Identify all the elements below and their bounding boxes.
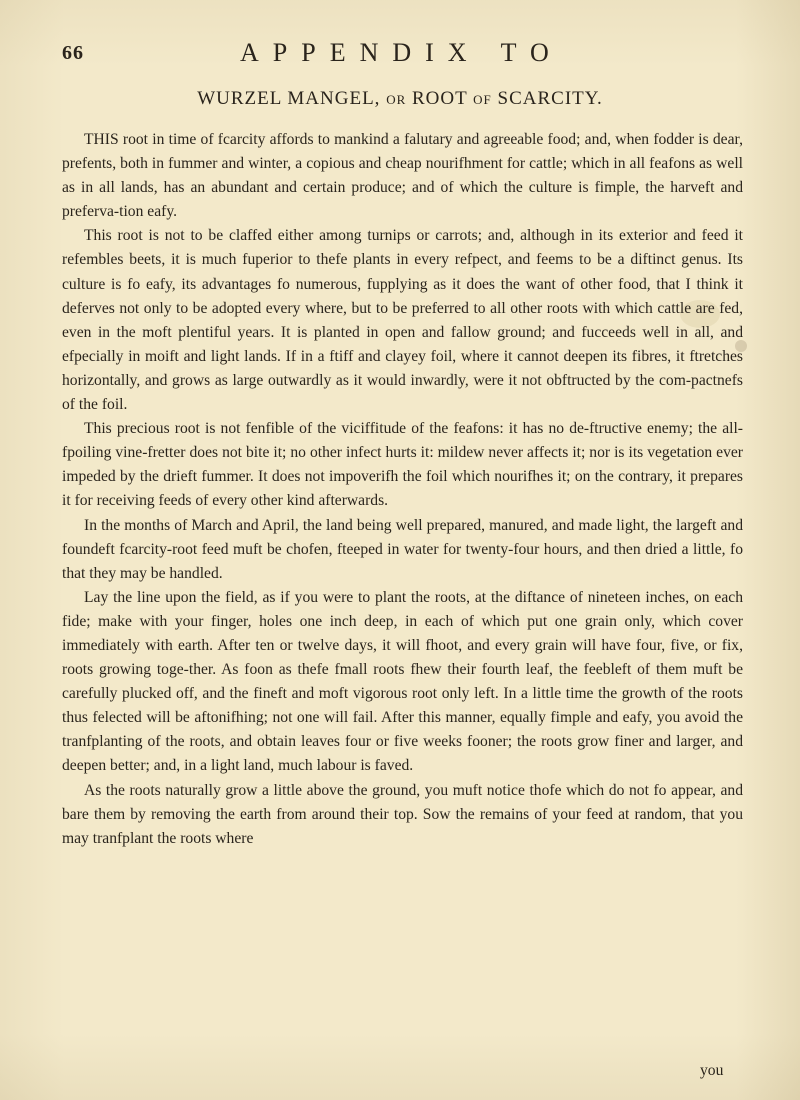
paragraph: As the roots naturally grow a little above the ground, you muft notice thofe which do not fo appear, and bare them by removing the earth from around their top. Sow the remains of your feed at random, that you may tranfplant the roots where	[62, 781, 743, 847]
title-of: OF	[473, 92, 492, 107]
body-text	[62, 128, 743, 851]
paragraph: In the months of March and April, the land being well prepared, manured, and made light, the largeft and foundeft fcarcity-root feed muft be chofen, fteeped in water for twenty-four hours, and then dried a little, fo that they may be handled.	[62, 516, 743, 582]
chapter-title	[0, 88, 800, 110]
page-number: 66	[62, 42, 84, 64]
paragraph: This root is not to be claffed either among turnips or carrots; and, although in its exterior and feed it refembles beets, it is much fuperior to thefe plants in every refpect, and feems to be a diftinct genus. Its culture is fo eafy, its advantages fo numerous, fupplying as it does the want of other food, that I think it deferves not only to be adopted every where, but to be preferred to all other roots with which cattle are fed, even in the moft plentiful years. It is planted in open and fallow ground; and fucceeds well in all, and efpecially in moift and light lands. If in a ftiff and clayey foil, where it cannot deepen its fibres, it ftretches horizontally, and grows as large outwardly as it would inwardly, were it not obftructed by the com-pactnefs of the foil.	[62, 227, 743, 414]
title-or: OR	[386, 92, 407, 107]
paragraph: THIS root in time of fcarcity affords to mankind a falutary and agreeable food; and, when fodder is dear, prefents, both in fummer and winter, a copious and cheap nourifhment for cattle; which in all feafons as well as in all lands, has an abundant and certain produce; and of which the culture is fimple, the harveft and preferva-tion eafy.	[62, 131, 743, 221]
paragraph: Lay the line upon the field, as if you were to plant the roots, at the diftance of nineteen inches, on each fide; make with your finger, holes one inch deep, in each of which put one grain only, which cover immediately with earth. After ten or twelve days, it will fhoot, and every grain will have four, five, or fix, roots growing toge-ther. As foon as thefe fmall roots fhew their fourth leaf, the feebleft of them muft be carefully plucked off, and the fineft and moft vigorous root only left. In a little time the growth of the roots thus felected will be aftonifhing; not one will fail. After this manner, equally fimple and eafy, you avoid the tranfplanting of the roots, and obtain leaves four or five weeks fooner; the roots grow finer and larger, and deepen better; and, in a light land, much labour is faved.	[62, 588, 743, 775]
running-title: APPENDIX TO	[240, 38, 563, 67]
running-head	[62, 38, 738, 68]
title-end: SCARCITY.	[497, 88, 603, 109]
paragraph: This precious root is not fenfible of the viciffitude of the feafons: it has no de-ftructive enemy; the all-fpoiling vine-fretter does not bite it; no other infect hurts it: mildew never affects it; nor is its vegetation ever impeded by the drieft fummer. It does not impoverifh the foil which nourifhes it; on the contrary, it prepares it for receiving feeds of every other kind afterwards.	[62, 420, 743, 510]
catchword: you	[700, 1062, 724, 1079]
title-root: ROOT	[412, 88, 468, 109]
title-main: WURZEL MANGEL,	[197, 88, 381, 109]
